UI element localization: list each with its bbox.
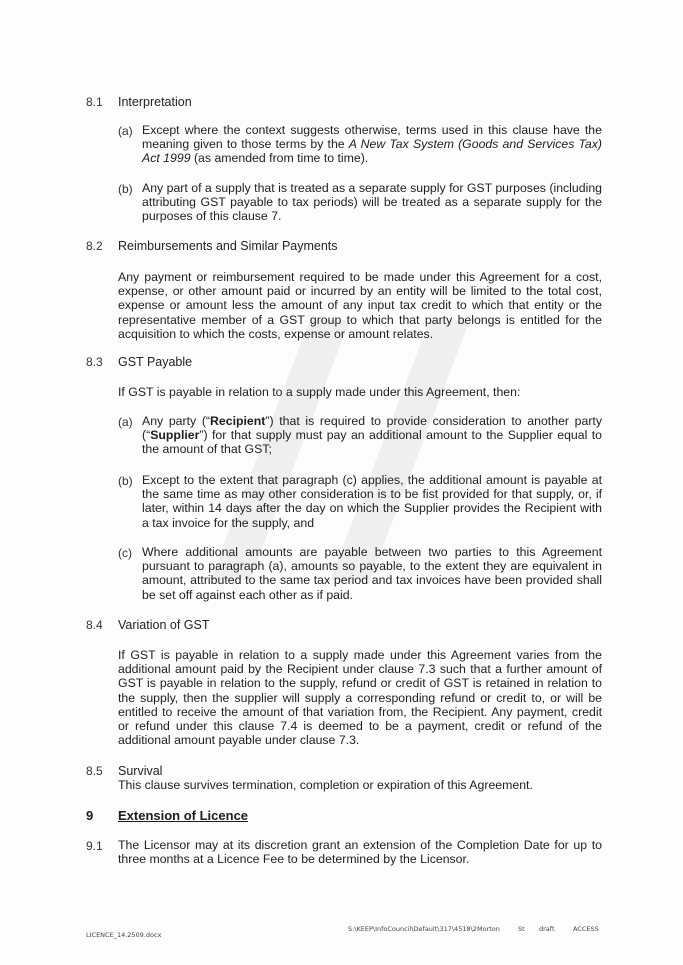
section-number: 8.5 [86, 764, 103, 778]
clause-text-9-1: The Licensor may at its discretion grant an extension of the Completion Date for up to three months at a Licence Fee to be determined by the Licensor. [118, 838, 602, 867]
footer-filename: LICENCE_14.2509.docx [86, 931, 162, 939]
section-heading-interpretation: Interpretation [118, 95, 192, 109]
item-label: (a) [118, 415, 133, 429]
section-heading-survival: Survival [118, 764, 163, 778]
text-run: Except where the context suggests otherwise, terms used in this clause have the meaning given to those terms by the [142, 123, 602, 152]
defined-term-supplier: Supplier [150, 428, 200, 443]
clause-text-8-1-a [142, 123, 602, 166]
footer-code: St [518, 925, 525, 933]
clause-text-8-1-b: Any part of a supply that is treated as a separate supply for GST purposes (including attributing GST payable to tax periods) will be treated as a separate supply for the purposes of this clause 7. [142, 181, 602, 224]
footer-path: S:\KEEP\InfoCouncil\Default\317\4518\2 [348, 925, 477, 933]
section-number: 8.2 [86, 239, 103, 253]
section-number: 8.1 [86, 95, 103, 109]
clause-text-8-5: This clause survives termination, completion or expiration of this Agreement. [118, 778, 533, 792]
footer-author: Morton [477, 925, 500, 933]
text-run: ”) for that supply must pay an additional amount to the Supplier equal to the amount of that GST; [142, 428, 602, 457]
text-run: Any party (“ [142, 414, 211, 428]
footer-access: ACCESS [573, 925, 599, 933]
section-heading-variation-of-gst: Variation of GST [118, 618, 210, 632]
defined-term-recipient: Recipient [210, 414, 266, 428]
act-title: A New Tax System (Goods and Services Tax) Act 1999 [142, 137, 602, 166]
clause-text-8-3-c: Where additional amounts are payable between two parties to this Agreement pursuant to paragraph (a), amounts so payable, to the extent they are equivalent in amount, attributed to the same tax period and tax invoices have been provided shall be set off against each other as if paid. [142, 545, 602, 602]
section-number: 8.3 [86, 355, 103, 369]
footer-status: draft [539, 925, 555, 933]
section-number: 8.4 [86, 618, 103, 632]
section-heading-gst-payable: GST Payable [118, 355, 193, 369]
clause-text-8-4: If GST is payable in relation to a supply made under this Agreement varies from the additional amount paid by the Recipient under clause 7.3 such that a further amount of GST is payable in relation to the supply, refund or credit of GST is retained in relation to the supply, then the supplier will supply a corresponding refund or credit to, or will be entitled to receive the amount of that variation from, the Recipient. Any payment, credit or refund under this clause 7.4 is deemed to be a payment, credit or refund of the additional amount payable under clause 7.3. [118, 648, 602, 748]
item-label: (b) [118, 474, 133, 488]
section-heading-reimbursements: Reimbursements and Similar Payments [118, 239, 338, 253]
item-label: (c) [118, 546, 132, 560]
clause-text-8-2: Any payment or reimbursement required to be made under this Agreement for a cost, expense, or other amount paid or incurred by an entity will be limited to the total cost, expense or amount less the amount of any input tax credit to which that entity or the representative member of a GST group to which that party belongs is entitled for the acquisition to which the costs, expense or amount relates. [118, 270, 602, 341]
section-number: 9.1 [86, 839, 103, 853]
item-label: (b) [118, 182, 133, 196]
item-label: (a) [118, 124, 133, 138]
clause-text-8-3-a [142, 414, 602, 457]
clause-text-8-3-intro: If GST is payable in relation to a supply made under this Agreement, then: [118, 385, 521, 399]
section-heading-extension-of-licence: Extension of Licence [118, 808, 249, 823]
text-run: ”) that is required to provide consideration to another party (“ [142, 414, 602, 443]
text-run: (as amended from time to time). [190, 151, 369, 166]
section-number: 9 [86, 808, 94, 823]
clause-text-8-3-b: Except to the extent that paragraph (c) applies, the additional amount is payable at the same time as may other consideration is to be fist provided for that supply, or, if later, within 14 days after the day on which the Supplier provides the Recipient with a tax invoice for the supply, and [142, 473, 602, 530]
